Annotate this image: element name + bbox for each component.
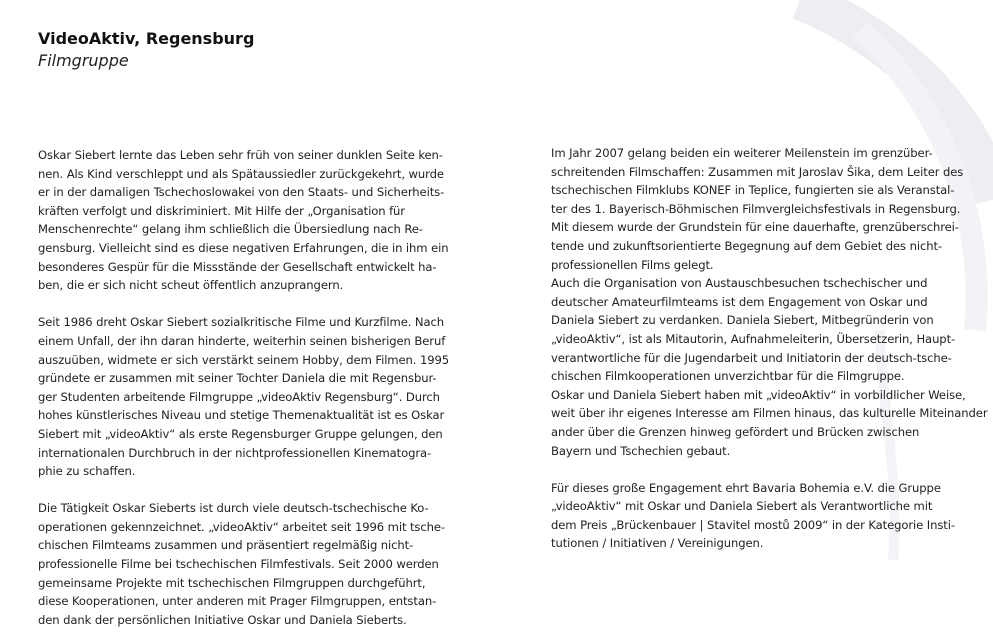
text-line: Oskar und Daniela Siebert haben mit „videoAktiv“ in vorbildlicher Weise,	[551, 387, 966, 402]
text-line: Die Tätigkeit Oskar Sieberts ist durch viele deutsch-tschechische Ko-	[38, 501, 429, 516]
text-line: weit über ihr eigenes Interesse am Filmen hinaus, das kulturelle Miteinander	[551, 406, 988, 421]
text-line: Seit 1986 dreht Oskar Siebert sozialkritische Filme und Kurzfilme. Nach	[38, 315, 445, 330]
text-line: nen. Als Kind verschleppt und als Spätaussiedler zurückgekehrt, wurde	[38, 166, 444, 181]
text-line: kräften verfolgt und diskriminiert. Mit Hilfe der „Organisation für	[38, 203, 405, 218]
text-line: einem Unfall, der ihn daran hinderte, weiterhin seinen bisherigen Beruf	[38, 333, 446, 348]
text-line: „videoAktiv“ mit Oskar und Daniela Siebert als Verantwortliche mit	[551, 499, 933, 514]
text-line: Siebert mit „videoAktiv“ als erste Regensburger Gruppe gelungen, den	[38, 426, 443, 441]
text-line: Bayern und Tschechien gebaut.	[551, 443, 731, 458]
text-line: chischen Filmkooperationen unverzichtbar für die Filmgruppe.	[551, 369, 905, 384]
paragraph-gap	[38, 295, 448, 314]
text-line: tschechischen Filmklubs KONEF in Teplice, fungierten sie als Veranstal-	[551, 183, 955, 198]
page-subtitle: Filmgruppe	[38, 51, 129, 70]
text-line: diese Kooperationen, unter anderen mit Prager Filmgruppen, entstan-	[38, 594, 437, 609]
text-line: den dank der persönlichen Initiative Oskar und Daniela Sieberts.	[38, 612, 407, 627]
text-line: Mit diesem wurde der Grundstein für eine dauerhafte, grenzüberschrei-	[551, 220, 959, 235]
paragraph-gap	[38, 481, 448, 500]
paragraph	[38, 499, 448, 629]
text-line: gensburg. Vielleicht sind es diese negativen Erfahrungen, die in ihm ein	[38, 240, 449, 255]
text-line: Oskar Siebert lernte das Leben sehr früh von seiner dunklen Seite ken-	[38, 148, 443, 162]
text-line: auszuüben, widmete er sich verstärkt seinem Hobby, dem Filmen. 1995	[38, 352, 450, 367]
text-line: gründete er zusammen mit seiner Tochter Daniela die mit Regensbur-	[38, 371, 437, 386]
page-header	[38, 28, 254, 72]
text-line: besonderes Gespür für die Missstände der Gesellschaft entwickelt ha-	[38, 259, 437, 274]
text-line: operationen gekennzeichnet. „videoAktiv“ arbeitet seit 1996 mit tsche-	[38, 519, 446, 534]
text-line: schreitenden Filmschaffen: Zusammen mit Jaroslav Šika, dem Leiter des	[551, 164, 964, 179]
text-line: professionelle Filme bei tschechischen Filmfestivals. Seit 2000 werden	[38, 557, 439, 572]
text-line: ger Studenten arbeitende Filmgruppe „videoAktiv Regensburg“. Durch	[38, 389, 440, 404]
text-line: phie zu schaffen.	[38, 464, 136, 479]
text-line: gemeinsame Projekte mit tschechischen Filmgruppen durchgeführt,	[38, 575, 426, 590]
text-line: tende und zukunftsorientierte Begegnung auf dem Gebiet des nicht-	[551, 238, 943, 253]
right-text-column	[551, 144, 988, 553]
text-line: chischen Filmteams zusammen und präsentiert regelmäßig nicht-	[38, 538, 414, 553]
text-line: Für dieses große Engagement ehrt Bavaria Bohemia e.V. die Gruppe	[551, 480, 941, 495]
left-text-column	[38, 146, 448, 629]
paragraph	[38, 313, 448, 480]
text-line: Im Jahr 2007 gelang beiden ein weiterer Meilenstein im grenzüber-	[551, 146, 933, 160]
text-line: Daniela Siebert zu verdanken. Daniela Siebert, Mitbegründerin von	[551, 313, 934, 328]
text-line: ander über die Grenzen hinweg gefördert und Brücken zwischen	[551, 424, 920, 439]
text-line: ben, die er sich nicht scheut öffentlich anzuprangern.	[38, 278, 344, 293]
paragraph	[551, 479, 971, 553]
text-line: Auch die Organisation von Austauschbesuchen tschechischer und	[551, 276, 928, 291]
paragraph-gap	[551, 460, 971, 479]
text-line: „videoAktiv“, ist als Mitautorin, Aufnahmeleiterin, Übersetzerin, Haupt-	[551, 331, 956, 346]
text-line: er in der damaligen Tschechoslowakei von den Staats- und Sicherheits-	[38, 185, 445, 200]
text-line: dem Preis „Brückenbauer | Stavitel mostů 2009“ in der Kategorie Insti-	[551, 517, 955, 532]
text-line: deutscher Amateurfilmteams ist dem Engagement von Oskar und	[551, 294, 928, 309]
text-line: ter des 1. Bayerisch-Böhmischen Filmvergleichsfestivals in Regensburg.	[551, 201, 961, 216]
text-line: tutionen / Initiativen / Vereinigungen.	[551, 536, 764, 551]
text-line: Menschenrechte“ gelang ihm schließlich die Übersiedlung nach Re-	[38, 222, 423, 237]
text-line: internationalen Durchbruch in der nichtprofessionellen Kinematogra-	[38, 445, 432, 460]
paragraph	[551, 144, 988, 460]
text-line: hohes künstlerisches Niveau und stetige Themenaktualität ist es Oskar	[38, 408, 445, 423]
page-title: VideoAktiv, Regensburg	[38, 29, 255, 48]
text-line: verantwortliche für die Jugendarbeit und Initiatorin der deutsch-tsche-	[551, 350, 952, 365]
text-line: professionellen Films gelegt.	[551, 257, 714, 272]
paragraph	[38, 146, 448, 295]
